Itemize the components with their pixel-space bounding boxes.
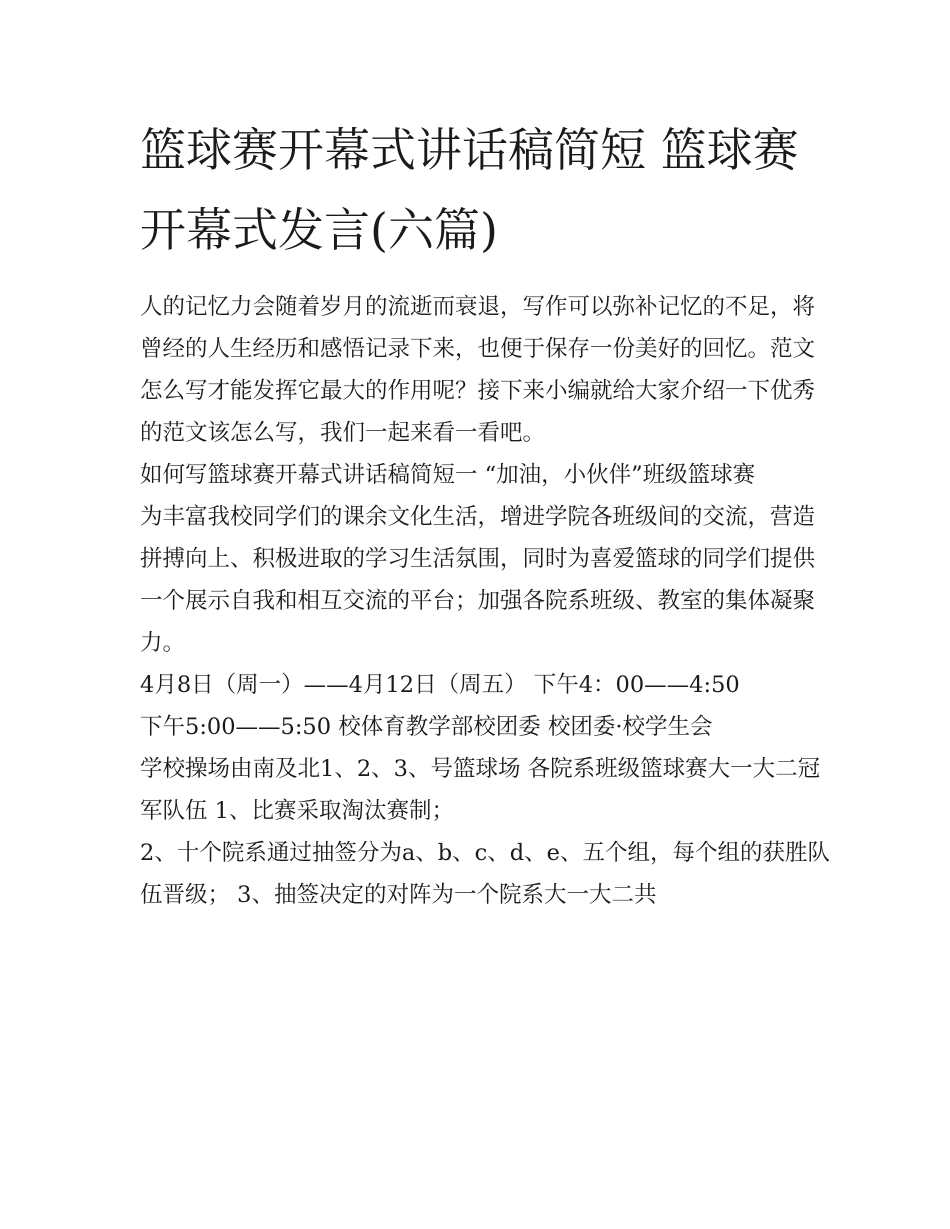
paragraph-section-heading: 如何写篮球赛开幕式讲话稿简短一 “加油，小伙伴”班级篮球赛 xyxy=(140,462,756,488)
paragraph-rules: 2、十个院系通过抽签分为a、b、c、d、e、五个组，每个组的获胜队伍晋级； 3、抽签决定的对阵为一个院系大一大二共 xyxy=(140,840,830,908)
document-body xyxy=(140,286,830,916)
paragraph-purpose: 为丰富我校同学们的课余文化生活，增进学院各班级间的交流，营造拼搏向上、积极进取的学习生活氛围，同时为喜爱篮球的同学们提供一个展示自我和相互交流的平台；加强各院系班级、教室的集体凝聚力。 xyxy=(140,504,816,656)
document-page xyxy=(140,110,830,916)
paragraph-schedule-1: 4月8日（周一）——4月12日（周五） 下午4：00——4:50 xyxy=(140,672,740,698)
paragraph-venue: 学校操场由南及北1、2、3、号篮球场 各院系班级篮球赛大一大二冠军队伍 1、比赛采取淘汰赛制； xyxy=(140,756,821,824)
paragraph-schedule-2: 下午5:00——5:50 校体育教学部校团委 校团委·校学生会 xyxy=(140,714,713,740)
paragraph-intro: 人的记忆力会随着岁月的流逝而衰退，写作可以弥补记忆的不足，将曾经的人生经历和感悟记录下来，也便于保存一份美好的回忆。范文怎么写才能发挥它最大的作用呢？接下来小编就给大家介绍一下优秀的范文该怎么写，我们一起来看一看吧。 xyxy=(140,294,816,446)
document-title: 篮球赛开幕式讲话稿简短 篮球赛开幕式发言(六篇) xyxy=(140,123,799,257)
